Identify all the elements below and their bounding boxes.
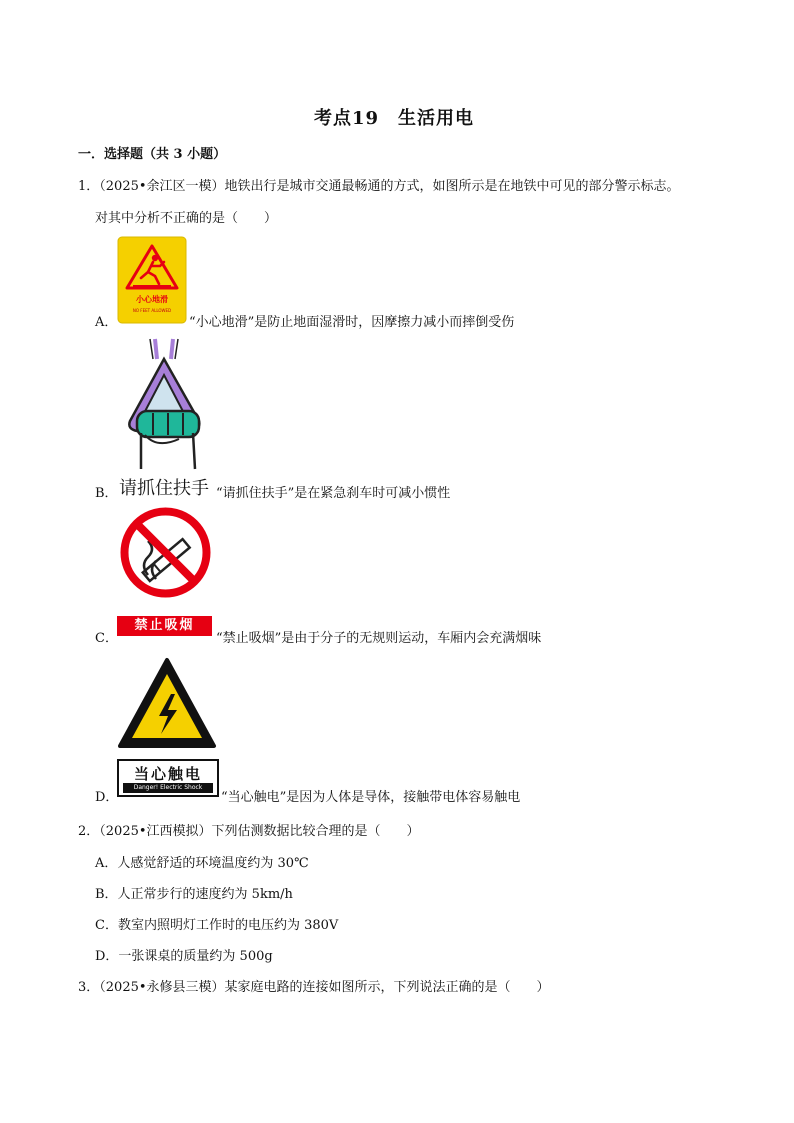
q3-stem: 3．（2025•永修县三模）某家庭电路的连接如图所示，下列说法正确的是（ ） (78, 980, 550, 995)
grab-handrail-caption: 请抓住扶手 (119, 478, 209, 499)
slippery-floor-sign (117, 236, 187, 324)
q1-option-a-text: “小心地滑”是防止地面湿滑时，因摩擦力减小而摔倒受伤 (189, 315, 515, 330)
no-smoking-sign (118, 505, 213, 600)
q1-option-d-text: “当心触电”是因为人体是导体，接触带电体容易触电 (221, 790, 521, 805)
q1-stem-line2: 对其中分析不正确的是（ ） (95, 211, 278, 226)
q2-option-a: A．人感觉舒适的环境温度约为 30℃ (95, 856, 309, 871)
section-header: 一．选择题（共 3 小题） (78, 147, 227, 162)
q1-option-d-letter: D． (95, 790, 119, 805)
q2-stem: 2．（2025•江西模拟）下列估测数据比较合理的是（ ） (78, 824, 420, 839)
grab-handrail-sign (117, 337, 217, 477)
electric-shock-caption-en: Danger! Electric Shock (123, 783, 213, 793)
q1-option-c-text: “禁止吸烟”是由于分子的无规则运动，车厢内会充满烟味 (216, 631, 542, 646)
q2-option-c: C．教室内照明灯工作时的电压约为 380V (95, 918, 339, 933)
page-title: 考点19 生活用电 (314, 108, 475, 129)
q1-option-b-letter: B． (95, 486, 118, 501)
slippery-sign-cn: 小心地滑 (136, 295, 168, 304)
q2-option-b: B．人正常步行的速度约为 5km/h (95, 887, 293, 902)
q1-option-b-text: “请抓住扶手”是在紧急刹车时可减小惯性 (216, 486, 451, 501)
q1-option-c-letter: C． (95, 631, 118, 646)
electric-shock-caption-box (117, 759, 219, 797)
q2-option-d: D．一张课桌的质量约为 500g (95, 949, 273, 964)
electric-shock-sign (117, 656, 217, 751)
q1-stem-line1: 1．（2025•余江区一模）地铁出行是城市交通最畅通的方式，如图所示是在地铁中可见的部分警示标志。 (78, 179, 680, 194)
q1-option-a-letter: A． (95, 315, 118, 330)
electric-shock-caption-cn: 当心触电 (133, 765, 202, 783)
no-smoking-caption: 禁止吸烟 (117, 616, 212, 636)
slippery-sign-en: NO FEET ALLOWED (132, 308, 172, 313)
